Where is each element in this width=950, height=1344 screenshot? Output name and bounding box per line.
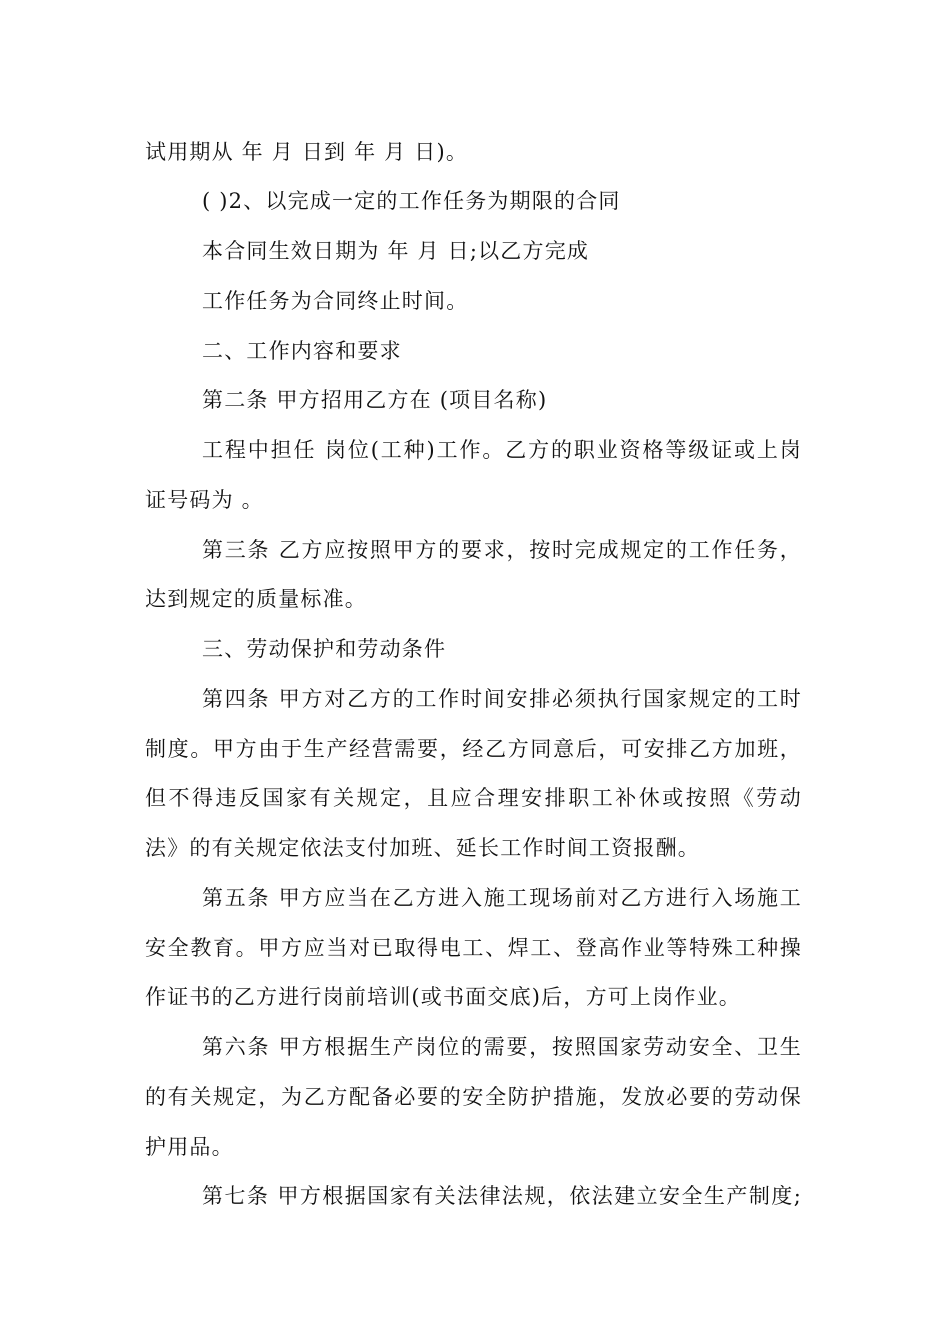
text-line: 法》的有关规定依法支付加班、延长工作时间工资报酬。 [145, 836, 700, 860]
text-line: 工程中担任 岗位(工种)工作。乙方的职业资格等级证或上岗 [202, 438, 802, 462]
text-line: 第六条 甲方根据生产岗位的需要，按照国家劳动安全、卫生 [202, 1035, 802, 1059]
text-line: 作证书的乙方进行岗前培训(或书面交底)后，方可上岗作业。 [145, 985, 741, 1009]
text-line: 制度。甲方由于生产经营需要，经乙方同意后，可安排乙方加班， [145, 737, 802, 761]
text-line: 护用品。 [145, 1135, 234, 1159]
text-line: 证号码为 。 [145, 488, 264, 512]
text-line: 试用期从 年 月 日到 年 月 日)。 [145, 140, 469, 164]
text-line: 第三条 乙方应按照甲方的要求，按时完成规定的工作任务， [202, 538, 802, 562]
section-heading: 二、工作内容和要求 [202, 339, 402, 363]
text-line: 第五条 甲方应当在乙方进入施工现场前对乙方进行入场施工 [202, 886, 802, 910]
text-line: 达到规定的质量标准。 [145, 587, 367, 611]
text-line: 但不得违反国家有关规定，且应合理安排职工补休或按照《劳动 [145, 786, 802, 810]
text-line: 第二条 甲方招用乙方在 (项目名称) [202, 388, 548, 412]
section-heading: 三、劳动保护和劳动条件 [202, 637, 447, 661]
text-line: 的有关规定，为乙方配备必要的安全防护措施，发放必要的劳动保 [145, 1085, 802, 1109]
text-line: 第七条 甲方根据国家有关法律法规，依法建立安全生产制度; [202, 1184, 802, 1208]
text-line: 工作任务为合同终止时间。 [202, 289, 469, 313]
text-line: 第四条 甲方对乙方的工作时间安排必须执行国家规定的工时 [202, 687, 802, 711]
text-line: 安全教育。甲方应当对已取得电工、焊工、登高作业等特殊工种操 [145, 936, 802, 960]
text-line: 本合同生效日期为 年 月 日;以乙方完成 [202, 239, 590, 263]
text-line: ( )2、以完成一定的工作任务为期限的合同 [202, 189, 621, 213]
